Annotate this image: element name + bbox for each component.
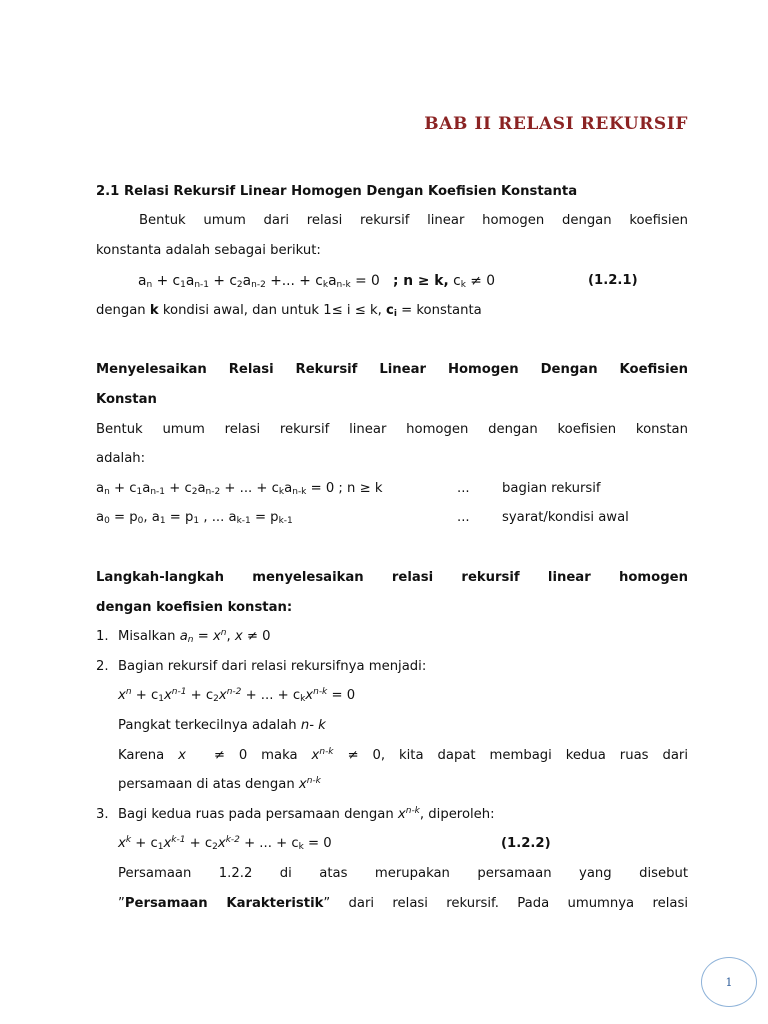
- subheading-line: dengan koefisien konstan:: [96, 600, 293, 615]
- paragraph-line: persamaan di atas dengan $x^{n-k}$: [118, 776, 321, 792]
- subheading-line: Konstan: [96, 392, 157, 407]
- paragraph-line: Pangkat terkecilnya adalah n- k: [118, 718, 326, 733]
- equation-step2: $x^n + c_1x^{n-1} + c_2x^{n-2}$ + ... + $c_kx^{n-k} = 0$: [118, 687, 356, 704]
- equation-recursive-part: $a_n + c_1a_{n-1} + c_2a_{n-2}$ + ... + $c_ka_{n-k} = 0$ ; n ≥ k: [96, 481, 383, 497]
- equation-1-2-2: $x^k + c_1x^{k-1} + c_2x^{k-2}$ + ... + $c_k = 0$: [118, 835, 332, 852]
- equation-label: (1.2.1): [588, 273, 638, 288]
- paragraph-line: Karena x ≠ 0 maka $x^{n-k} \ne 0$, kita dapat membagi kedua ruas dari: [118, 747, 689, 763]
- ellipsis: ...: [457, 510, 470, 525]
- list-item: Bagi kedua ruas pada persamaan dengan $x^{n-k}$, diperoleh:: [118, 806, 495, 822]
- list-number: 3.: [96, 807, 109, 822]
- paragraph-line: adalah:: [96, 451, 146, 466]
- equation-1-2-1: $a_n + c_1a_{n-1} + c_2a_{n-2}$ +... + $c_ka_{n-k} = 0$ ; n ≥ k, $c_k \ne 0$: [138, 273, 496, 290]
- page-number: 1: [701, 957, 757, 1007]
- paragraph-line: konstanta adalah sebagai berikut:: [96, 243, 321, 258]
- paragraph-line: Bentuk umum dari relasi rekursif linear homogen dengan koefisien: [139, 213, 688, 228]
- equation-label: (1.2.2): [501, 836, 551, 851]
- section-heading-2-1: 2.1 Relasi Rekursif Linear Homogen Dengan Koefisien Konstanta: [96, 184, 578, 199]
- row-description: bagian rekursif: [502, 481, 601, 496]
- chapter-title: BAB II RELASI REKURSIF: [424, 114, 688, 134]
- list-item: Misalkan $a_n = x^n$, x ≠ 0: [118, 628, 271, 645]
- row-description: syarat/kondisi awal: [502, 510, 629, 525]
- paragraph-line: dengan k kondisi awal, dan untuk 1≤ i ≤ k, $c_i$ = konstanta: [96, 303, 482, 319]
- ellipsis: ...: [457, 481, 470, 496]
- list-item: Bagian rekursif dari relasi rekursifnya menjadi:: [118, 659, 427, 674]
- paragraph-line: ”Persamaan Karakteristik” dari relasi rekursif. Pada umumnya relasi: [118, 896, 688, 911]
- paragraph-line: Bentuk umum relasi rekursif linear homogen dengan koefisien konstan: [96, 422, 688, 437]
- subheading-line: Langkah-langkah menyelesaikan relasi rekursif linear homogen: [96, 570, 688, 585]
- subheading-line: Menyelesaikan Relasi Rekursif Linear Homogen Dengan Koefisien: [96, 362, 688, 377]
- list-number: 1.: [96, 629, 109, 644]
- paragraph-line: Persamaan 1.2.2 di atas merupakan persamaan yang disebut: [118, 866, 688, 881]
- equation-initial-conditions: $a_0 = p_0$, $a_1 = p_1$ , ... $a_{k-1} = p_{k-1}$: [96, 510, 293, 526]
- list-number: 2.: [96, 659, 109, 674]
